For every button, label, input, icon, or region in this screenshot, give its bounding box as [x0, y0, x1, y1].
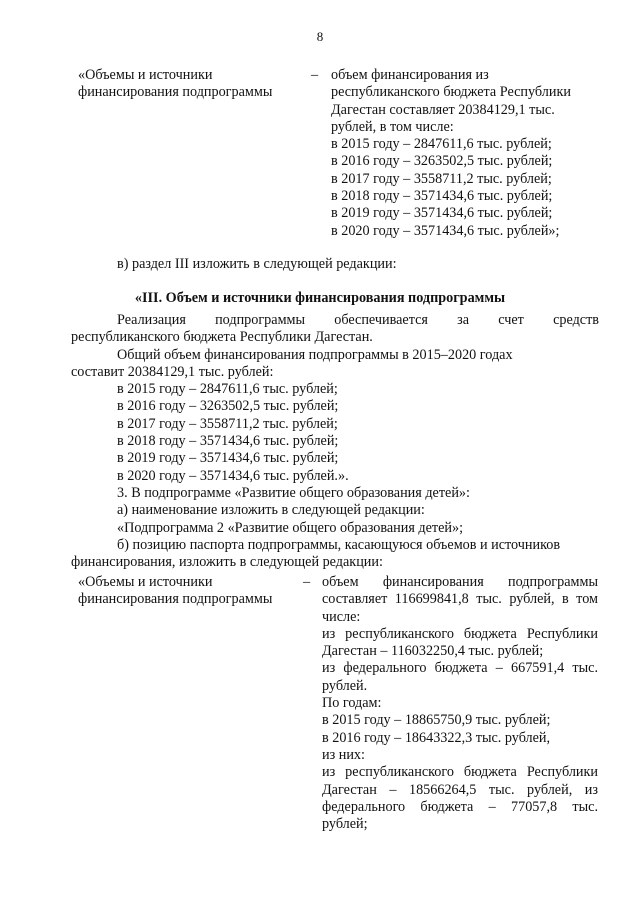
value-line: Дагестан – 18566264,5 тыс. рублей, из [322, 781, 598, 798]
value-line: рублей, в том числе: [331, 118, 454, 135]
paragraph-line: республиканского бюджета Республики Дагестан. [71, 329, 373, 346]
passport-label-1 [78, 67, 272, 102]
value-line: республиканского бюджета Республики [331, 84, 571, 101]
paragraph-line: 3. В подпрограмме «Развитие общего образования детей»: [117, 484, 470, 501]
paragraph-line: составит 20384129,1 тыс. рублей: [71, 363, 274, 380]
value-line: Дагестан – 116032250,4 тыс. рублей; [322, 643, 544, 660]
value-line: в 2020 году – 3571434,6 тыс. рублей»; [331, 222, 560, 239]
value-line: из федерального бюджета – 667591,4 тыс. [322, 660, 598, 677]
value-line: числе: [322, 608, 361, 625]
paragraph-line: в 2018 году – 3571434,6 тыс. рублей; [117, 433, 339, 450]
paragraph-line: а) наименование изложить в следующей редакции: [117, 502, 425, 519]
value-line: федерального бюджета – 77057,8 тыс. [322, 798, 598, 815]
paragraph-line: Реализация подпрограммы обеспечивается за счет средств [117, 312, 599, 328]
label-line: «Объемы и источники [78, 574, 213, 590]
value-line: рублей. [322, 677, 368, 694]
paragraph-line: «Подпрограмма 2 «Развитие общего образования детей»; [117, 519, 464, 536]
value-line: Дагестан составляет 20384129,1 тыс. [331, 101, 555, 118]
value-line: в 2016 году – 18643322,3 тыс. рублей, [322, 729, 551, 746]
paragraph-line: Общий объем финансирования подпрограммы в 2015–2020 годах [117, 346, 513, 363]
label-line: финансирования подпрограммы [78, 84, 273, 101]
page-number: 8 [316, 29, 324, 44]
value-line: в 2018 году – 3571434,6 тыс. рублей; [331, 188, 553, 205]
value-line: в 2017 году – 3558711,2 тыс. рублей; [331, 170, 552, 187]
value-line: в 2019 году – 3571434,6 тыс. рублей; [331, 205, 553, 222]
value-line: из республиканского бюджета Республики [322, 764, 598, 781]
passport-value-2 [322, 574, 598, 833]
paragraph-line: б) позицию паспорта подпрограммы, касающуюся объемов и источников [117, 536, 561, 553]
passport-value-1 [331, 67, 571, 240]
value-line: объем финансирования из [331, 67, 489, 83]
label-line: финансирования подпрограммы [78, 591, 273, 608]
value-line: объем финансирования подпрограммы [322, 574, 598, 590]
value-line: из них: [322, 746, 365, 763]
paragraph-line: в 2015 году – 2847611,6 тыс. рублей; [117, 381, 338, 398]
value-line: в 2016 году – 3263502,5 тыс. рублей; [331, 153, 553, 170]
paragraph-line: в 2016 году – 3263502,5 тыс. рублей; [117, 398, 339, 415]
section-heading: «III. Объем и источники финансирования подпрограммы [134, 290, 506, 306]
paragraph-line: в 2019 году – 3571434,6 тыс. рублей; [117, 450, 339, 467]
value-line: По годам: [322, 695, 382, 712]
value-line: составляет 116699841,8 тыс. рублей, в том [322, 591, 598, 608]
label-line: «Объемы и источники [78, 67, 213, 83]
paragraph-line: в 2020 году – 3571434,6 тыс. рублей.». [117, 467, 349, 484]
item-v: в) раздел III изложить в следующей редакции: [117, 256, 397, 272]
value-line: рублей; [322, 816, 368, 833]
value-line: из республиканского бюджета Республики [322, 625, 598, 642]
paragraph-line: в 2017 году – 3558711,2 тыс. рублей; [117, 415, 338, 432]
paragraph-line: финансирования, изложить в следующей редакции: [71, 554, 383, 571]
passport-label-2 [78, 574, 272, 609]
dash-separator: – [303, 574, 311, 590]
section-body [71, 312, 599, 571]
dash-separator: – [311, 67, 319, 83]
value-line: в 2015 году – 2847611,6 тыс. рублей; [331, 136, 552, 153]
value-line: в 2015 году – 18865750,9 тыс. рублей; [322, 712, 551, 729]
